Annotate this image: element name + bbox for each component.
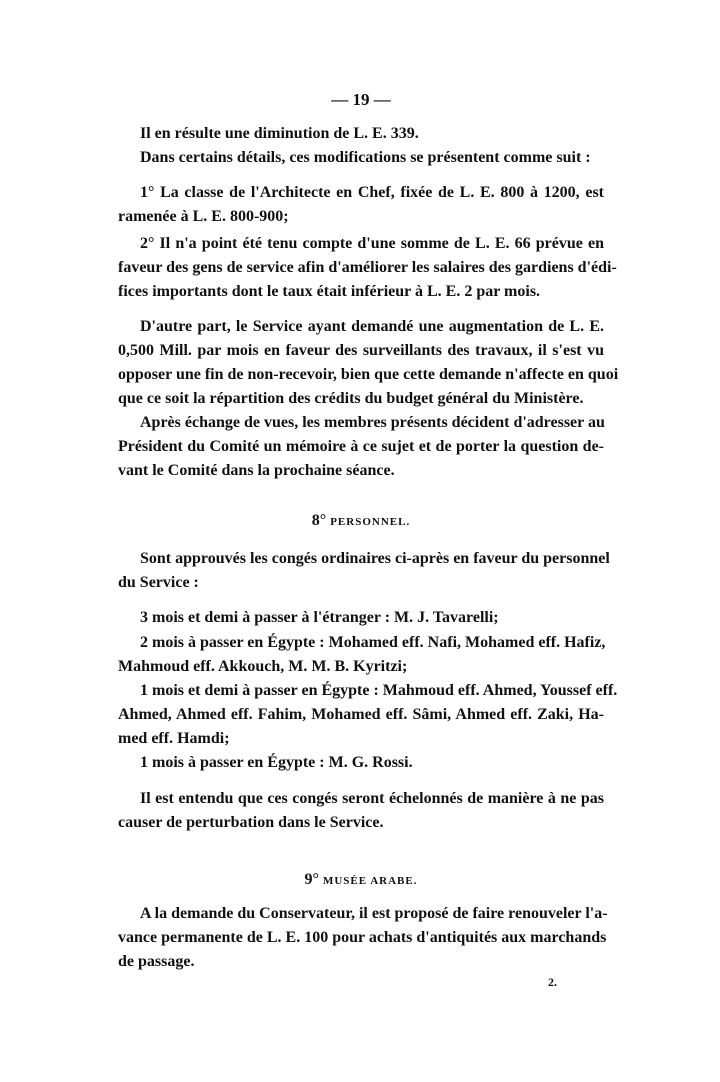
text-line: vant le Comité dans la prochaine séance. xyxy=(118,462,395,479)
paragraph xyxy=(118,122,604,146)
text-line: 2° Il n'a point été tenu compte d'une somme de L. E. 66 prévue en xyxy=(140,235,604,252)
text-line: Après échange de vues, les membres présents décident d'adresser au xyxy=(140,414,605,431)
text-line: ramenée à L. E. 800-900; xyxy=(118,208,289,225)
text-line: Président du Comité un mémoire à ce sujet et de porter la question de- xyxy=(118,438,604,455)
text-line: 0,500 Mill. par mois en faveur des surveillants des travaux, il s'est vu xyxy=(118,342,604,359)
text-line: A la demande du Conservateur, il est proposé de faire renouveler l'a- xyxy=(140,905,608,922)
text-line: 1 mois à passer en Égypte : M. G. Rossi. xyxy=(140,754,413,771)
paragraph xyxy=(118,146,604,170)
section-number: 8° xyxy=(311,512,327,529)
section-title: PERSONNEL. xyxy=(330,516,411,528)
paragraph xyxy=(118,547,610,595)
paragraph xyxy=(118,751,604,775)
text-line: de passage. xyxy=(118,953,195,970)
text-line: Ahmed, Ahmed eff. Fahim, Mohamed eff. Sâmi, Ahmed eff. Zaki, Ha- xyxy=(118,706,604,723)
section-number: 9° xyxy=(304,871,319,888)
section-heading xyxy=(118,509,604,534)
text-line: opposer une fin de non-recevoir, bien que cette demande n'affecte en quoi xyxy=(118,366,619,383)
text-line: du Service : xyxy=(118,574,199,591)
text-line: que ce soit la répartition des crédits du budget général du Ministère. xyxy=(118,390,584,407)
paragraph xyxy=(118,315,619,411)
page-number: — 19 — xyxy=(331,90,391,109)
text-line: causer de perturbation dans le Service. xyxy=(118,814,384,831)
paragraph xyxy=(118,631,604,679)
section-title: MUSÉE ARABE. xyxy=(322,875,418,887)
text-line: 1 mois et demi à passer en Égypte : Mahmoud eff. Ahmed, Youssef eff. xyxy=(140,682,618,699)
text-line: fices importants dont le taux était inférieur à L. E. 2 par mois. xyxy=(118,283,541,300)
text-line: Mahmoud eff. Akkouch, M. M. B. Kyritzi; xyxy=(118,658,408,675)
text-line: Sont approuvés les congés ordinaires ci-après en faveur du personnel xyxy=(140,550,610,567)
paragraph xyxy=(118,902,608,974)
paragraph xyxy=(118,411,604,483)
section-heading xyxy=(118,868,604,893)
text-line: 2 mois à passer en Égypte : Mohamed eff. Nafi, Mohamed eff. Hafiz, xyxy=(140,634,606,651)
signature-mark: 2. xyxy=(548,975,557,989)
text-line: 3 mois et demi à passer à l'étranger : M. J. Tavarelli; xyxy=(140,609,499,626)
paragraph xyxy=(118,606,604,630)
text-line: faveur des gens de service afin d'améliorer les salaires des gardiens d'édi- xyxy=(118,259,617,276)
paragraph xyxy=(118,679,618,751)
paragraph xyxy=(118,181,604,229)
text-line: Dans certains détails, ces modifications se présentent comme suit : xyxy=(140,149,591,166)
paragraph xyxy=(118,787,604,835)
text-line: 1° La classe de l'Architecte en Chef, fixée de L. E. 800 à 1200, est xyxy=(140,184,604,201)
text-line: med eff. Hamdi; xyxy=(118,730,230,747)
paragraph xyxy=(118,232,617,304)
text-line: D'autre part, le Service ayant demandé une augmentation de L. E. xyxy=(140,318,604,335)
text-line: Il est entendu que ces congés seront échelonnés de manière à ne pas xyxy=(140,790,604,807)
text-line: Il en résulte une diminution de L. E. 339. xyxy=(140,125,419,142)
text-line: vance permanente de L. E. 100 pour achats d'antiquités aux marchands xyxy=(118,929,607,946)
